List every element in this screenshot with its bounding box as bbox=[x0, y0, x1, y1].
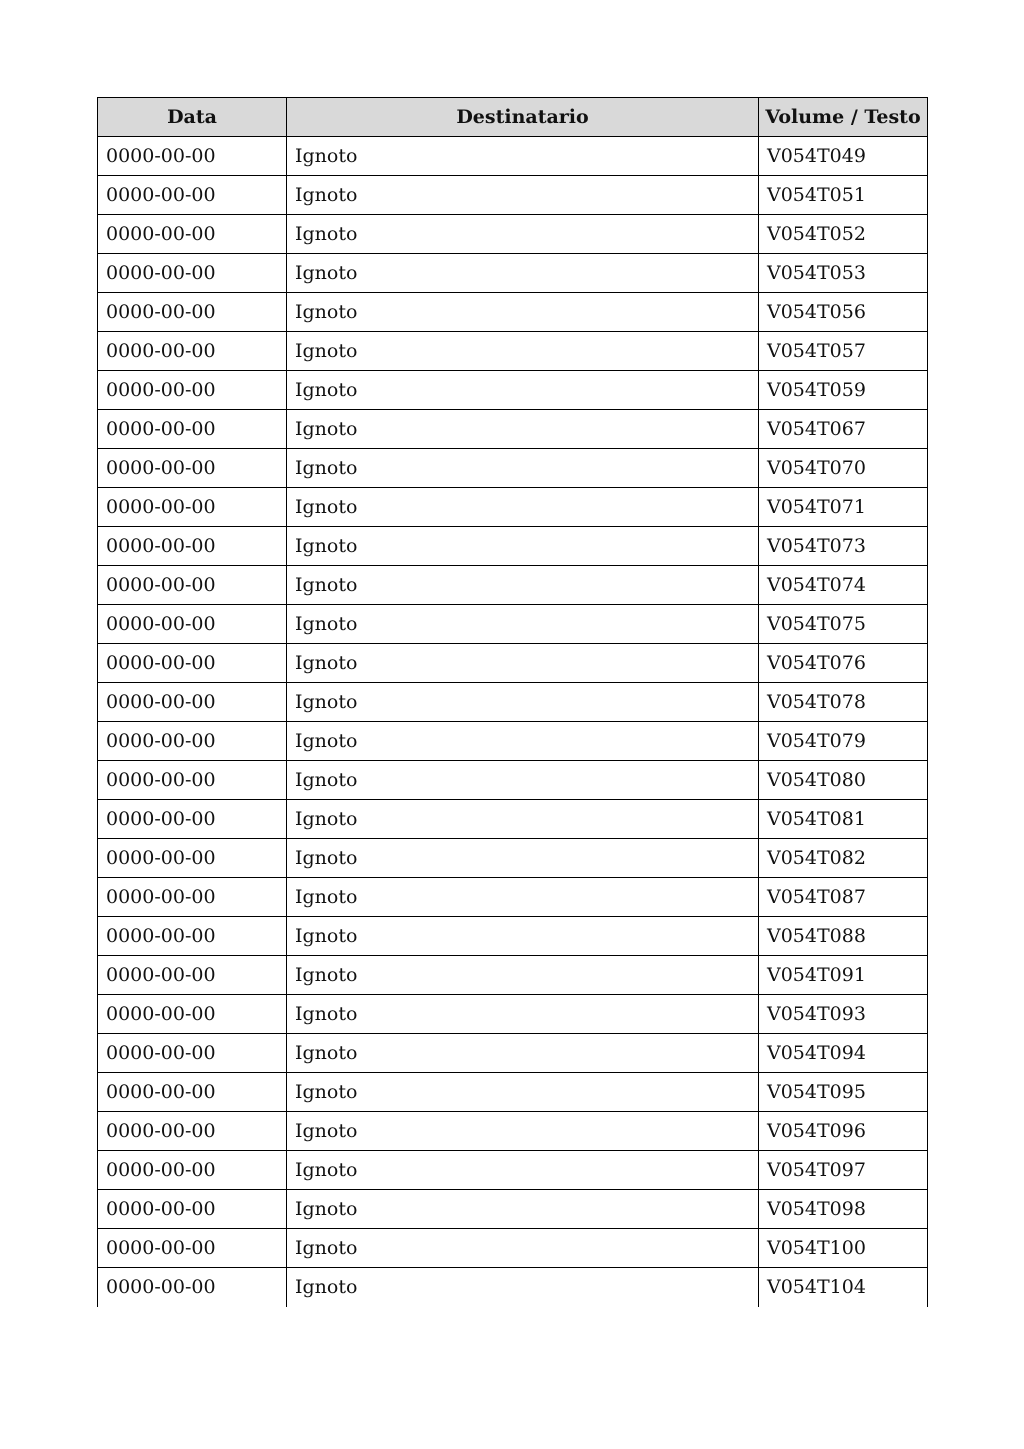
cell-date: 0000-00-00 bbox=[98, 488, 287, 527]
cell-volume: V054T094 bbox=[759, 1034, 928, 1073]
cell-volume: V054T079 bbox=[759, 722, 928, 761]
cell-recipient: Ignoto bbox=[287, 800, 759, 839]
header-recipient: Destinatario bbox=[287, 98, 759, 137]
cell-volume: V054T070 bbox=[759, 449, 928, 488]
table-row bbox=[98, 878, 928, 917]
table-row bbox=[98, 644, 928, 683]
cell-date: 0000-00-00 bbox=[98, 1073, 287, 1112]
cell-volume: V054T082 bbox=[759, 839, 928, 878]
table-row bbox=[98, 1073, 928, 1112]
cell-recipient: Ignoto bbox=[287, 254, 759, 293]
cell-recipient: Ignoto bbox=[287, 371, 759, 410]
cell-recipient: Ignoto bbox=[287, 956, 759, 995]
cell-volume: V054T075 bbox=[759, 605, 928, 644]
cell-volume: V054T057 bbox=[759, 332, 928, 371]
cell-recipient: Ignoto bbox=[287, 332, 759, 371]
cell-date: 0000-00-00 bbox=[98, 683, 287, 722]
table-row bbox=[98, 995, 928, 1034]
cell-date: 0000-00-00 bbox=[98, 1268, 287, 1307]
table-row bbox=[98, 1034, 928, 1073]
table-row bbox=[98, 605, 928, 644]
table-row bbox=[98, 254, 928, 293]
cell-recipient: Ignoto bbox=[287, 1112, 759, 1151]
cell-volume: V054T059 bbox=[759, 371, 928, 410]
cell-recipient: Ignoto bbox=[287, 761, 759, 800]
cell-recipient: Ignoto bbox=[287, 683, 759, 722]
table-row bbox=[98, 956, 928, 995]
cell-volume: V054T096 bbox=[759, 1112, 928, 1151]
cell-recipient: Ignoto bbox=[287, 1190, 759, 1229]
cell-volume: V054T051 bbox=[759, 176, 928, 215]
table-row bbox=[98, 332, 928, 371]
table-row bbox=[98, 1151, 928, 1190]
cell-volume: V054T088 bbox=[759, 917, 928, 956]
cell-date: 0000-00-00 bbox=[98, 449, 287, 488]
table-row bbox=[98, 917, 928, 956]
cell-date: 0000-00-00 bbox=[98, 371, 287, 410]
table-row bbox=[98, 410, 928, 449]
cell-date: 0000-00-00 bbox=[98, 215, 287, 254]
table-row bbox=[98, 371, 928, 410]
cell-recipient: Ignoto bbox=[287, 293, 759, 332]
cell-volume: V054T095 bbox=[759, 1073, 928, 1112]
cell-volume: V054T056 bbox=[759, 293, 928, 332]
cell-recipient: Ignoto bbox=[287, 722, 759, 761]
cell-volume: V054T073 bbox=[759, 527, 928, 566]
cell-recipient: Ignoto bbox=[287, 605, 759, 644]
cell-recipient: Ignoto bbox=[287, 1229, 759, 1268]
cell-date: 0000-00-00 bbox=[98, 878, 287, 917]
table-row bbox=[98, 761, 928, 800]
cell-recipient: Ignoto bbox=[287, 215, 759, 254]
cell-volume: V054T098 bbox=[759, 1190, 928, 1229]
letters-table bbox=[97, 97, 928, 1307]
cell-date: 0000-00-00 bbox=[98, 1229, 287, 1268]
cell-volume: V054T071 bbox=[759, 488, 928, 527]
cell-recipient: Ignoto bbox=[287, 527, 759, 566]
cell-volume: V054T087 bbox=[759, 878, 928, 917]
cell-date: 0000-00-00 bbox=[98, 644, 287, 683]
cell-date: 0000-00-00 bbox=[98, 956, 287, 995]
cell-date: 0000-00-00 bbox=[98, 800, 287, 839]
cell-volume: V054T093 bbox=[759, 995, 928, 1034]
cell-volume: V054T091 bbox=[759, 956, 928, 995]
cell-date: 0000-00-00 bbox=[98, 1151, 287, 1190]
cell-volume: V054T078 bbox=[759, 683, 928, 722]
cell-recipient: Ignoto bbox=[287, 410, 759, 449]
cell-date: 0000-00-00 bbox=[98, 1034, 287, 1073]
cell-volume: V054T097 bbox=[759, 1151, 928, 1190]
cell-date: 0000-00-00 bbox=[98, 995, 287, 1034]
table-row bbox=[98, 1229, 928, 1268]
cell-recipient: Ignoto bbox=[287, 176, 759, 215]
cell-volume: V054T053 bbox=[759, 254, 928, 293]
cell-recipient: Ignoto bbox=[287, 644, 759, 683]
cell-volume: V054T074 bbox=[759, 566, 928, 605]
cell-date: 0000-00-00 bbox=[98, 1190, 287, 1229]
table-row bbox=[98, 800, 928, 839]
cell-recipient: Ignoto bbox=[287, 995, 759, 1034]
cell-date: 0000-00-00 bbox=[98, 839, 287, 878]
cell-recipient: Ignoto bbox=[287, 1151, 759, 1190]
cell-volume: V054T076 bbox=[759, 644, 928, 683]
table-header bbox=[98, 98, 928, 137]
table-row bbox=[98, 527, 928, 566]
cell-date: 0000-00-00 bbox=[98, 1112, 287, 1151]
cell-recipient: Ignoto bbox=[287, 488, 759, 527]
cell-recipient: Ignoto bbox=[287, 449, 759, 488]
cell-date: 0000-00-00 bbox=[98, 137, 287, 176]
cell-date: 0000-00-00 bbox=[98, 566, 287, 605]
table-row bbox=[98, 1268, 928, 1307]
cell-recipient: Ignoto bbox=[287, 839, 759, 878]
table-row bbox=[98, 566, 928, 605]
table-row bbox=[98, 449, 928, 488]
cell-volume: V054T104 bbox=[759, 1268, 928, 1307]
table-row bbox=[98, 137, 928, 176]
cell-date: 0000-00-00 bbox=[98, 605, 287, 644]
header-date: Data bbox=[98, 98, 287, 137]
table-row bbox=[98, 215, 928, 254]
cell-recipient: Ignoto bbox=[287, 1073, 759, 1112]
table-row bbox=[98, 839, 928, 878]
cell-recipient: Ignoto bbox=[287, 917, 759, 956]
cell-date: 0000-00-00 bbox=[98, 410, 287, 449]
cell-volume: V054T080 bbox=[759, 761, 928, 800]
header-row bbox=[98, 98, 928, 137]
table-row bbox=[98, 722, 928, 761]
cell-volume: V054T100 bbox=[759, 1229, 928, 1268]
cell-recipient: Ignoto bbox=[287, 1268, 759, 1307]
cell-recipient: Ignoto bbox=[287, 137, 759, 176]
table-body bbox=[98, 137, 928, 1307]
cell-volume: V054T052 bbox=[759, 215, 928, 254]
table-row bbox=[98, 1190, 928, 1229]
cell-date: 0000-00-00 bbox=[98, 293, 287, 332]
table-row bbox=[98, 683, 928, 722]
cell-volume: V054T081 bbox=[759, 800, 928, 839]
cell-date: 0000-00-00 bbox=[98, 761, 287, 800]
cell-date: 0000-00-00 bbox=[98, 527, 287, 566]
cell-volume: V054T067 bbox=[759, 410, 928, 449]
cell-date: 0000-00-00 bbox=[98, 176, 287, 215]
header-volume: Volume / Testo bbox=[759, 98, 928, 137]
cell-date: 0000-00-00 bbox=[98, 254, 287, 293]
cell-recipient: Ignoto bbox=[287, 566, 759, 605]
cell-recipient: Ignoto bbox=[287, 878, 759, 917]
table-row bbox=[98, 293, 928, 332]
cell-date: 0000-00-00 bbox=[98, 722, 287, 761]
table-row bbox=[98, 1112, 928, 1151]
table-row bbox=[98, 488, 928, 527]
cell-date: 0000-00-00 bbox=[98, 917, 287, 956]
cell-recipient: Ignoto bbox=[287, 1034, 759, 1073]
table-row bbox=[98, 176, 928, 215]
cell-volume: V054T049 bbox=[759, 137, 928, 176]
cell-date: 0000-00-00 bbox=[98, 332, 287, 371]
